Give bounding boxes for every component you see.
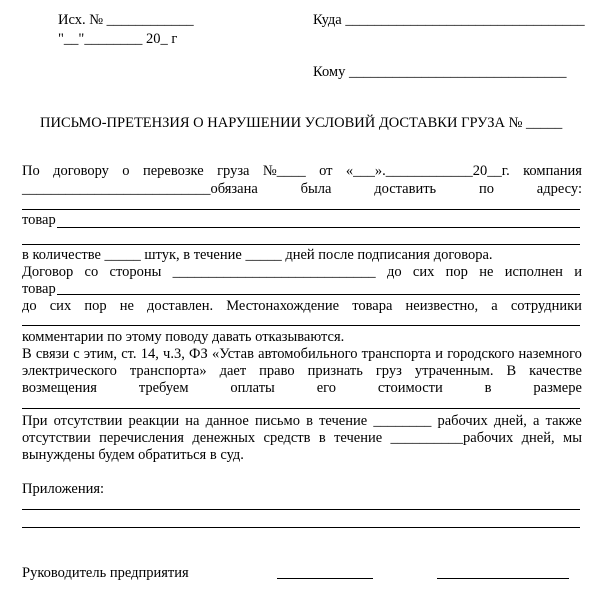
word: была xyxy=(300,181,332,197)
word: стороны xyxy=(109,264,162,280)
word: пор xyxy=(84,298,107,314)
word: данное xyxy=(205,413,249,429)
letter-title: ПИСЬМО-ПРЕТЕНЗИЯ О НАРУШЕНИИ УСЛОВИЙ ДОСТАВКИ ГРУЗА № _____ xyxy=(40,115,563,131)
no-reply-line-1 xyxy=(22,413,582,430)
word: связи xyxy=(35,346,70,362)
word: этим, xyxy=(83,346,118,362)
word: исполнен xyxy=(504,264,563,280)
law-line-2 xyxy=(22,363,582,380)
signature-name-blank xyxy=(437,578,569,579)
word: городского xyxy=(447,346,515,362)
word: По xyxy=(22,163,40,179)
word: и xyxy=(574,264,582,280)
goods-label: товар xyxy=(22,212,56,228)
word: о xyxy=(122,163,130,179)
word: дней, xyxy=(493,413,527,429)
contract-status-line xyxy=(22,264,582,281)
word: рабочих xyxy=(437,413,488,429)
word: не xyxy=(479,264,494,280)
not-delivered-line xyxy=(22,298,582,315)
word: отсутствии xyxy=(53,413,123,429)
word: автомобильного xyxy=(258,346,358,362)
word: электрического xyxy=(22,363,117,379)
word: При xyxy=(22,413,48,429)
law-line-1 xyxy=(22,346,582,363)
word: размере xyxy=(533,380,582,396)
word: не xyxy=(119,298,134,314)
word: груза xyxy=(217,163,250,179)
word: мы xyxy=(563,430,582,446)
word: а xyxy=(532,413,540,429)
blank-line xyxy=(22,209,580,210)
word: с xyxy=(73,346,80,362)
word: средств xyxy=(263,430,311,446)
word: реакции xyxy=(128,413,180,429)
word: ФЗ xyxy=(189,346,208,362)
word: __________рабочих xyxy=(390,430,514,446)
blank-line xyxy=(22,325,580,326)
word: качестве xyxy=(529,363,582,379)
word: а xyxy=(491,298,498,314)
word: в xyxy=(484,380,492,396)
word: В xyxy=(22,346,32,362)
word: 14, xyxy=(140,346,159,362)
word: и xyxy=(435,346,444,362)
word: доставить xyxy=(374,181,437,197)
word: перечисления xyxy=(99,430,184,446)
word: его xyxy=(316,380,336,396)
word: требуем xyxy=(138,380,189,396)
word: на xyxy=(185,413,200,429)
word: до xyxy=(22,298,37,314)
word: пор xyxy=(445,264,468,280)
word: сих xyxy=(49,298,72,314)
word: «___».____________20__г. xyxy=(345,163,510,179)
word: оплаты xyxy=(230,380,275,396)
word: компания xyxy=(523,163,582,179)
word: течение xyxy=(319,413,368,429)
goods-label-2: товар xyxy=(22,281,56,297)
signature-label: Руководитель предприятия xyxy=(22,565,189,581)
recipient-address: Куда _________________________________ xyxy=(313,12,585,28)
word: ________ xyxy=(373,413,432,429)
word: товара xyxy=(352,298,393,314)
word: также xyxy=(545,413,582,429)
word: со xyxy=(84,264,99,280)
word: письмо xyxy=(254,413,300,429)
word: В xyxy=(506,363,517,379)
goods-blank xyxy=(57,227,580,228)
word: транспорта xyxy=(361,346,432,362)
word: от xyxy=(319,163,333,179)
word: дней, xyxy=(521,430,555,446)
goods-blank-2 xyxy=(57,294,580,295)
word: отсутствии xyxy=(22,430,91,446)
attachment-line xyxy=(22,527,580,528)
signature-blank xyxy=(277,578,373,579)
law-line-3 xyxy=(22,380,582,397)
outgoing-number: Исх. № ____________ xyxy=(58,12,194,28)
word: №____ xyxy=(262,163,306,179)
word: ____________________________ xyxy=(172,264,376,280)
word: сих xyxy=(412,264,435,280)
word: денежных xyxy=(192,430,256,446)
blank-line xyxy=(22,408,580,409)
word: адресу: xyxy=(536,181,582,197)
word: транспорта» xyxy=(129,363,207,379)
word: признать xyxy=(307,363,363,379)
word: неизвестно, xyxy=(405,298,479,314)
word: наземного xyxy=(518,346,582,362)
refuse-comment-line: комментарии по этому поводу давать отказываются. xyxy=(22,329,345,345)
word: дает xyxy=(219,363,247,379)
word: «Устав xyxy=(211,346,254,362)
word: в xyxy=(306,413,313,429)
word: перевозке xyxy=(142,163,204,179)
word: стоимости xyxy=(377,380,443,396)
blank-line xyxy=(22,244,580,245)
word: ч.3, xyxy=(163,346,185,362)
word: доставлен. xyxy=(147,298,214,314)
attachments-label: Приложения: xyxy=(22,481,105,497)
word: договору xyxy=(53,163,109,179)
word: сотрудники xyxy=(510,298,582,314)
obligation-line xyxy=(22,181,582,198)
word: Договор xyxy=(22,264,74,280)
word: Местонахождение xyxy=(226,298,340,314)
quantity-line: в количестве _____ штук, в течение _____ дней после подписания договора. xyxy=(22,247,493,263)
no-reply-line-2 xyxy=(22,430,582,447)
contract-line xyxy=(22,163,582,180)
word: до xyxy=(386,264,402,280)
word: __________________________обязана xyxy=(22,181,258,197)
word: по xyxy=(478,181,494,197)
word: ст. xyxy=(121,346,137,362)
attachment-line xyxy=(22,509,580,510)
word: груз xyxy=(375,363,402,379)
word: право xyxy=(259,363,295,379)
word: в xyxy=(318,430,326,446)
recipient-name: Кому ______________________________ xyxy=(313,64,567,80)
letter-date: "__"________ 20_ г xyxy=(58,31,178,47)
word: течение xyxy=(334,430,383,446)
court-line: вынуждены будем обратиться в суд. xyxy=(22,447,244,463)
word: утраченным. xyxy=(414,363,494,379)
word: возмещения xyxy=(22,380,97,396)
